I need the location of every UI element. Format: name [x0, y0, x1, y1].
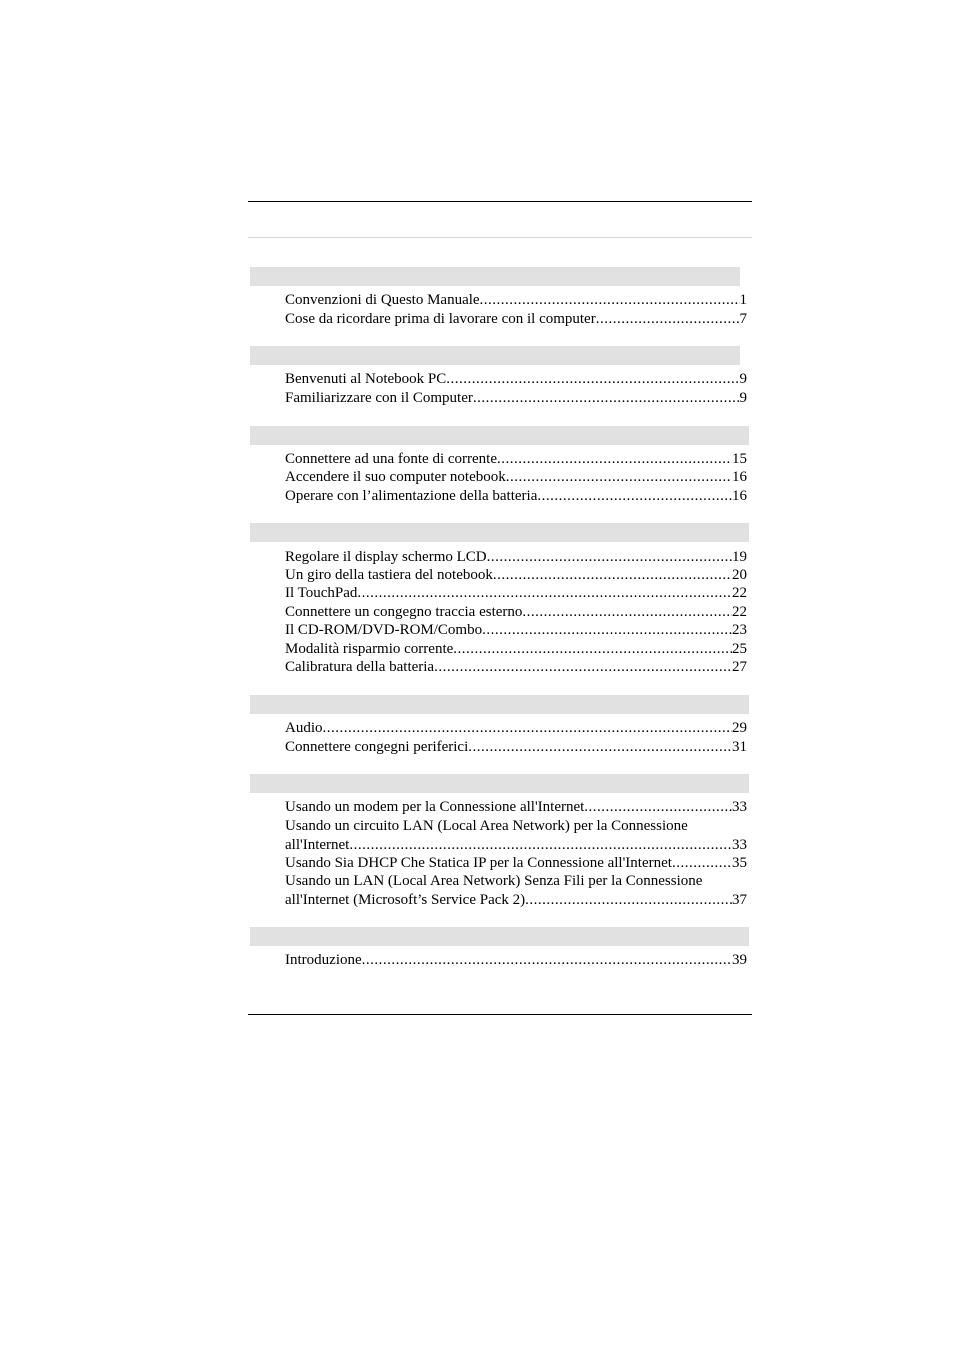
- toc-entry: [285, 291, 747, 310]
- page-number: 16: [732, 469, 747, 485]
- section-bar-2: [250, 346, 740, 365]
- entry-title: all'Internet: [285, 836, 350, 853]
- entry-title: Usando Sia DHCP Che Statica IP per la Connessione all'Internet: [285, 855, 672, 871]
- section-bar-5: [250, 695, 749, 714]
- leader-dots: [493, 566, 732, 585]
- leader-dots: [357, 584, 732, 603]
- page-number: 35: [732, 855, 747, 871]
- entry-title: Familiarizzare con il Computer: [285, 390, 473, 406]
- entry-title: Cose da ricordare prima di lavorare con il computer: [285, 311, 596, 327]
- leader-dots: [323, 719, 733, 738]
- entry-title: Connettere ad una fonte di corrente: [285, 451, 497, 467]
- page-number: 9: [739, 371, 747, 387]
- toc-entry-wrapped: [285, 817, 747, 854]
- leader-dots: [434, 658, 732, 677]
- entry-title: Operare con l’alimentazione della batteria: [285, 488, 538, 504]
- section-bar-4: [250, 523, 749, 542]
- page-number: 22: [732, 604, 747, 620]
- toc-entry: [285, 640, 747, 659]
- page-number: 25: [732, 641, 747, 657]
- toc-entry: [285, 370, 747, 389]
- toc-entry: [285, 468, 747, 487]
- page-number: 29: [732, 720, 747, 736]
- leader-dots: [672, 854, 732, 873]
- toc-entry: [285, 389, 747, 408]
- entry-title: Calibratura della batteria: [285, 659, 435, 675]
- toc-entry: [285, 603, 747, 622]
- entry-title: Connettere un congegno traccia esterno: [285, 604, 523, 620]
- entry-title: Modalità risparmio corrente: [285, 641, 454, 657]
- page-number: 23: [732, 622, 747, 638]
- section-bar-7: [250, 927, 749, 946]
- page-number: 33: [732, 799, 747, 815]
- leader-dots: [453, 640, 732, 659]
- bottom-rule: [248, 1014, 752, 1015]
- leader-dots: [480, 291, 740, 310]
- toc-entry: [285, 548, 747, 567]
- page-number: 22: [732, 585, 747, 601]
- page-number: 27: [732, 659, 747, 675]
- entry-title: Introduzione: [285, 952, 362, 968]
- entry-title: Il CD-ROM/DVD-ROM/Combo: [285, 622, 483, 638]
- leader-dots: [537, 487, 732, 506]
- toc-entry: [285, 719, 747, 738]
- page-number: 37: [732, 891, 747, 908]
- leader-dots: [522, 603, 732, 622]
- toc-entry: [285, 310, 747, 329]
- entry-title: Benvenuti al Notebook PC: [285, 371, 447, 387]
- page-number: 1: [739, 292, 747, 308]
- leader-dots: [349, 836, 732, 855]
- entry-title: Un giro della tastiera del notebook: [285, 567, 493, 583]
- page-number: 19: [732, 549, 747, 565]
- entry-title-line1: Usando un LAN (Local Area Network) Senza Fili per la Connessione: [285, 873, 703, 889]
- toc-entry: [285, 450, 747, 469]
- leader-dots: [468, 738, 732, 757]
- header-divider: [248, 237, 752, 238]
- entry-title: Connettere congegni periferici: [285, 739, 469, 755]
- toc-entry: [285, 566, 747, 585]
- toc-entry: [285, 854, 747, 873]
- leader-dots: [525, 891, 732, 910]
- leader-dots: [497, 450, 732, 469]
- entry-title: Regolare il display schermo LCD: [285, 549, 487, 565]
- leader-dots: [446, 370, 739, 389]
- toc-entry: [285, 658, 747, 677]
- leader-dots: [506, 468, 732, 487]
- toc-entry: [285, 798, 747, 817]
- page-number: 9: [739, 390, 747, 406]
- entry-title: Audio: [285, 720, 323, 736]
- leader-dots: [584, 798, 732, 817]
- toc-entry: [285, 487, 747, 506]
- entry-title-line1: Usando un circuito LAN (Local Area Network) per la Connessione: [285, 818, 688, 834]
- page-number: 20: [732, 567, 747, 583]
- top-rule: [248, 201, 752, 202]
- toc-entry: [285, 621, 747, 640]
- leader-dots: [473, 389, 740, 408]
- toc-entry: [285, 584, 747, 603]
- toc-entry-wrapped: [285, 872, 747, 909]
- entry-title: Accendere il suo computer notebook: [285, 469, 506, 485]
- entry-title: all'Internet (Microsoft’s Service Pack 2): [285, 891, 526, 908]
- entry-title: Convenzioni di Questo Manuale: [285, 292, 480, 308]
- page-number: 15: [732, 451, 747, 467]
- leader-dots: [487, 548, 732, 567]
- toc-entry: [285, 951, 747, 970]
- entry-title: Usando un modem per la Connessione all'Internet: [285, 799, 585, 815]
- leader-dots: [362, 951, 732, 970]
- toc-entry: [285, 738, 747, 757]
- leader-dots: [596, 310, 740, 329]
- section-bar-1: [250, 267, 740, 286]
- page-number: 16: [732, 488, 747, 504]
- entry-title: Il TouchPad: [285, 585, 358, 601]
- section-bar-3: [250, 426, 749, 445]
- leader-dots: [482, 621, 732, 640]
- page-number: 31: [732, 739, 747, 755]
- page-number: 7: [739, 311, 747, 327]
- page-number: 39: [732, 952, 747, 968]
- section-bar-6: [250, 774, 749, 793]
- page-number: 33: [732, 836, 747, 853]
